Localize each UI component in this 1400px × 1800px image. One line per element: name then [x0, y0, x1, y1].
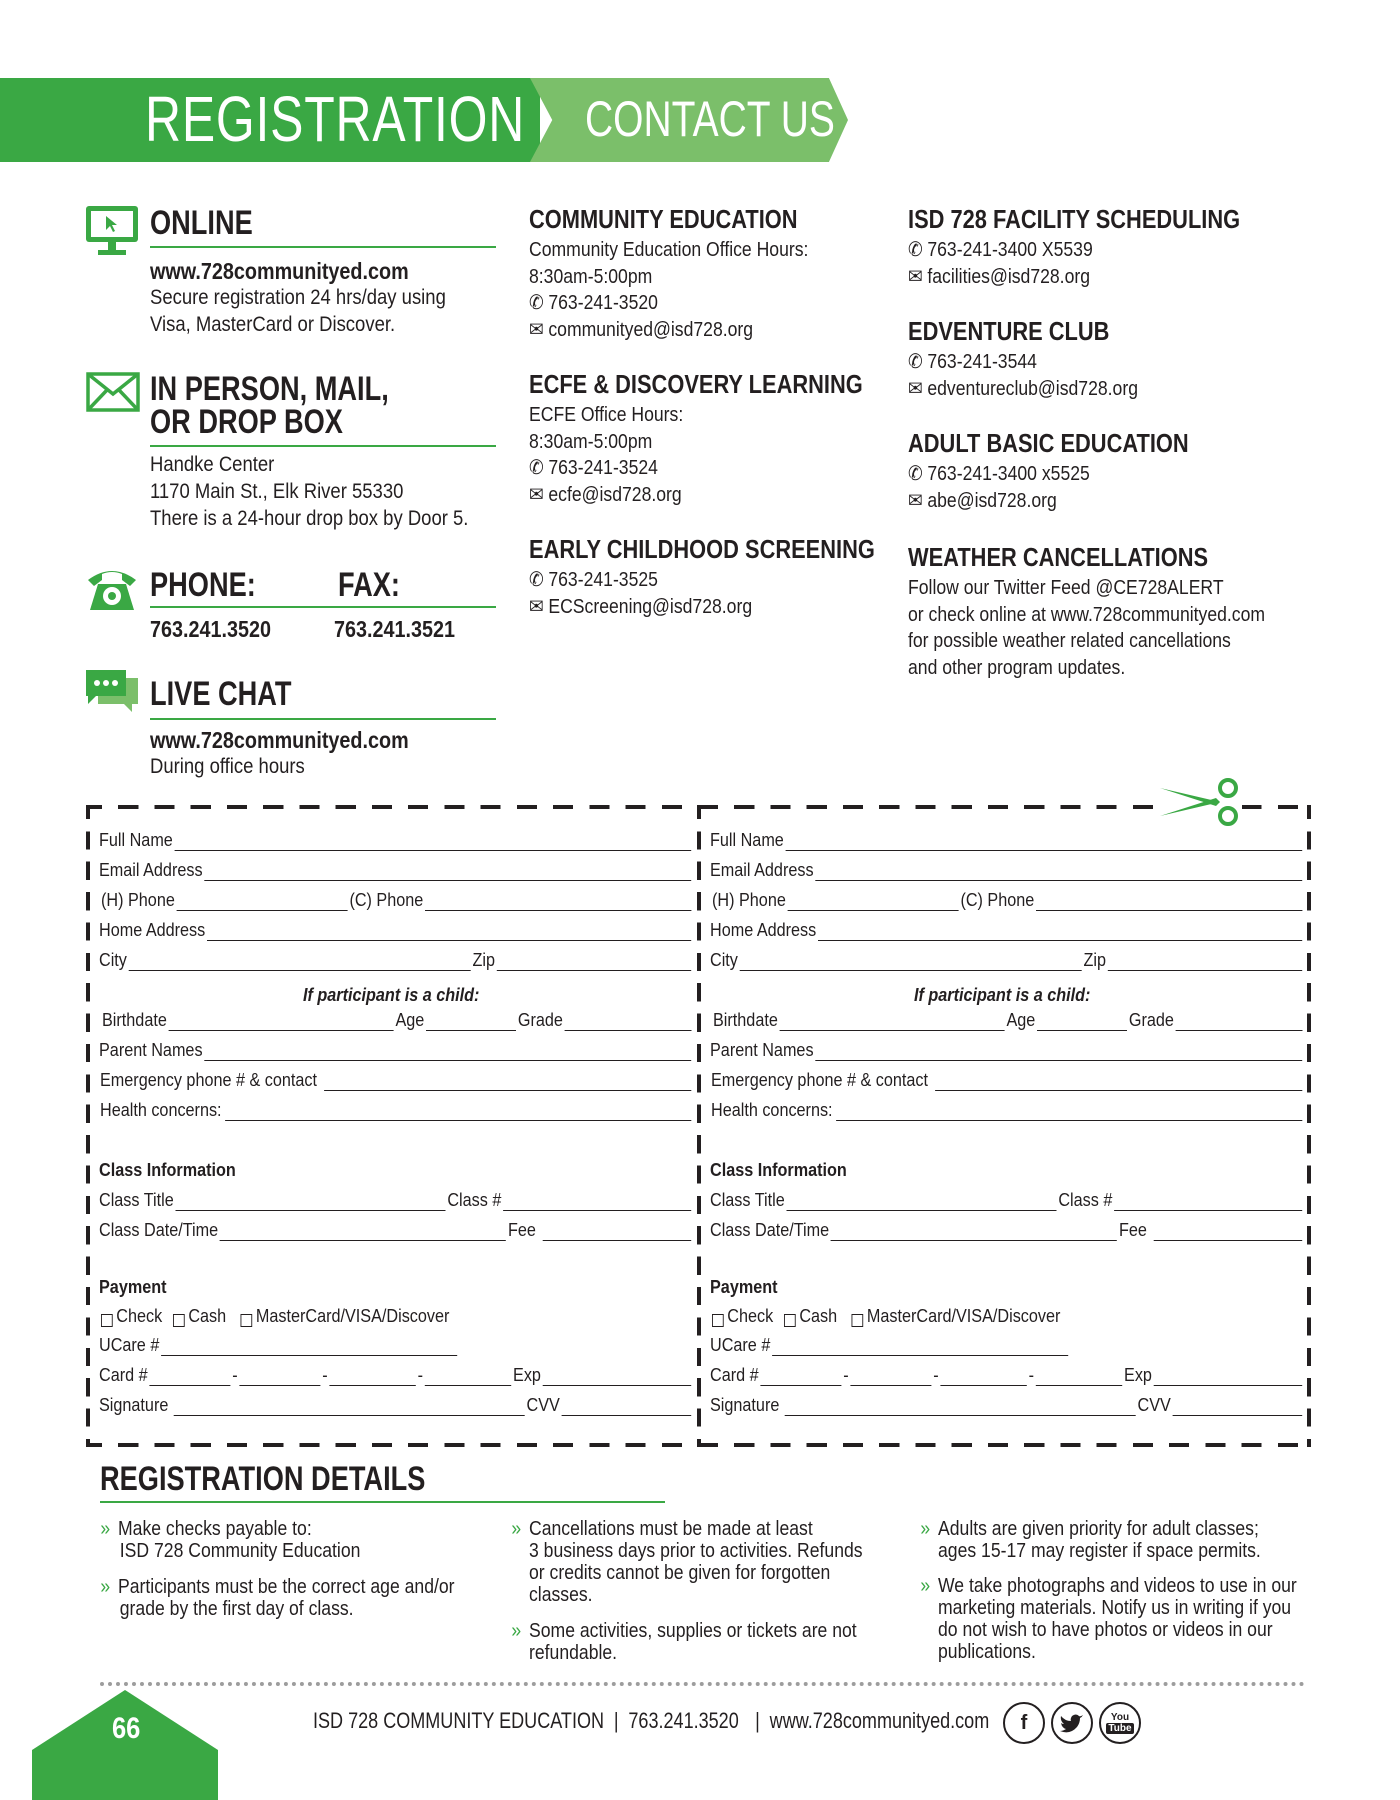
- fee-field[interactable]: [543, 1222, 691, 1241]
- birthdate-row: [713, 1010, 1304, 1031]
- fee-field[interactable]: [1154, 1222, 1302, 1241]
- facility-email-row: [908, 264, 1286, 291]
- check-checkbox[interactable]: [101, 1314, 113, 1327]
- card-field-4[interactable]: [1036, 1367, 1122, 1386]
- age-field[interactable]: [426, 1012, 516, 1031]
- phone-number[interactable]: 763.241.3520: [150, 616, 272, 642]
- details-col1-item1-line2: ISD 728 Community Education: [119, 1540, 361, 1562]
- class-date-row: [99, 1220, 693, 1241]
- details-col2-item1: [511, 1518, 863, 1606]
- parent-names-label: Parent Names: [710, 1040, 814, 1060]
- fax-number: 763.241.3521: [334, 616, 456, 642]
- footer-contact-line: [313, 1708, 989, 1734]
- fee-label: Fee: [1118, 1220, 1147, 1240]
- home-address-label: Home Address: [710, 920, 817, 940]
- c-phone-label: (C) Phone: [349, 890, 424, 910]
- class-title-label: Class Title: [710, 1190, 785, 1210]
- phone-icon: ✆: [908, 351, 923, 373]
- details-col3-item2-line2: marketing materials. Notify us in writing if you: [938, 1597, 1292, 1619]
- zip-field[interactable]: [1108, 952, 1302, 971]
- class-date-row: [710, 1220, 1304, 1241]
- birthdate-row: [102, 1010, 693, 1031]
- health-field[interactable]: [225, 1102, 691, 1121]
- phones-row: [712, 890, 1304, 911]
- scissors-icon: [1158, 776, 1242, 828]
- child-note: If participant is a child:: [303, 985, 480, 1005]
- bullet-icon: »: [511, 1620, 522, 1642]
- full-name-label: Full Name: [710, 830, 784, 850]
- city-field[interactable]: [129, 952, 471, 971]
- footer-phone[interactable]: 763.241.3520: [628, 1708, 739, 1733]
- card-field-4[interactable]: [425, 1367, 511, 1386]
- zip-label: Zip: [1083, 950, 1107, 970]
- home-address-field[interactable]: [207, 922, 691, 941]
- cvv-field[interactable]: [562, 1397, 692, 1416]
- chat-bubble-icon: [82, 668, 142, 718]
- community-education-phone-row: [529, 290, 846, 317]
- abe-head: ADULT BASIC EDUCATION: [908, 428, 1189, 458]
- health-field[interactable]: [836, 1102, 1302, 1121]
- birthdate-field[interactable]: [780, 1012, 1005, 1031]
- phone-icon: ✆: [908, 239, 923, 261]
- age-label: Age: [1006, 1010, 1036, 1030]
- fax-title: FAX:: [338, 566, 400, 604]
- registration-title: REGISTRATION: [145, 83, 526, 155]
- ucare-field[interactable]: [161, 1337, 457, 1356]
- home-address-row: [710, 920, 1304, 941]
- cash-label: Cash: [799, 1306, 838, 1326]
- h-phone-field[interactable]: [788, 892, 959, 911]
- contacts-column-2: [529, 204, 889, 620]
- details-col3-item1-line2: ages 15-17 may register if space permits.: [938, 1540, 1261, 1562]
- ucare-label: UCare #: [710, 1335, 771, 1355]
- email-row: [99, 860, 693, 881]
- city-label: City: [710, 950, 738, 970]
- card-field-3[interactable]: [329, 1367, 415, 1386]
- city-label: City: [99, 950, 127, 970]
- cash-checkbox[interactable]: [784, 1314, 796, 1327]
- h-phone-label: (H) Phone: [101, 890, 175, 910]
- emergency-label: Emergency phone # & contact: [711, 1070, 929, 1090]
- signature-field[interactable]: [785, 1397, 1136, 1416]
- class-num-label: Class #: [447, 1190, 502, 1210]
- city-zip-row: [99, 950, 693, 971]
- youtube-tube: Tube: [1108, 1723, 1132, 1734]
- card-field-2[interactable]: [239, 1367, 320, 1386]
- class-title-field[interactable]: [176, 1192, 446, 1211]
- in-person-line1: Handke Center: [150, 453, 275, 476]
- phone-icon: ✆: [529, 569, 544, 591]
- details-col2-item2-line1: Some activities, supplies or tickets are not: [529, 1620, 857, 1642]
- mail-icon: ✉: [908, 377, 923, 400]
- ucare-field[interactable]: [772, 1337, 1068, 1356]
- payment-head: Payment: [710, 1277, 778, 1297]
- birthdate-label: Birthdate: [713, 1010, 778, 1030]
- community-education-email[interactable]: communityed@isd728.org: [548, 318, 754, 341]
- class-info-head: Class Information: [99, 1160, 236, 1180]
- email-field[interactable]: [204, 862, 691, 881]
- payment-options: [101, 1306, 449, 1327]
- class-title-row: [710, 1190, 1304, 1211]
- class-datetime-field[interactable]: [220, 1222, 506, 1241]
- details-col2-item1-line1: Cancellations must be made at least: [529, 1518, 813, 1540]
- community-education-phone[interactable]: 763-241-3520: [548, 292, 658, 314]
- envelope-icon: [86, 372, 140, 412]
- footer-separator-1: |: [613, 1708, 619, 1733]
- card-types-label: MasterCard/VISA/Discover: [255, 1306, 450, 1326]
- h-phone-label: (H) Phone: [712, 890, 786, 910]
- class-title-row: [99, 1190, 693, 1211]
- live-chat-rule: [150, 718, 496, 720]
- details-col3-item1-line1: Adults are given priority for adult classes;: [938, 1518, 1259, 1540]
- check-checkbox[interactable]: [712, 1314, 724, 1327]
- emergency-label: Emergency phone # & contact: [100, 1070, 318, 1090]
- card-label: Card #: [99, 1365, 148, 1385]
- in-person-line3: There is a 24-hour drop box by Door 5.: [150, 507, 469, 530]
- details-col3-item2-line4: publications.: [938, 1641, 1036, 1663]
- birthdate-field[interactable]: [169, 1012, 394, 1031]
- form-left-border: [86, 805, 90, 1447]
- online-line2: Visa, MasterCard or Discover.: [150, 313, 396, 336]
- community-education-hours: 8:30am-5:00pm: [529, 265, 653, 288]
- weather-line2: or check online at www.728communityed.com: [908, 603, 1266, 626]
- page-number: 66: [112, 1712, 141, 1745]
- mail-icon: ✉: [908, 265, 923, 288]
- community-education-hours-label: Community Education Office Hours:: [529, 239, 809, 261]
- footer-dotted-rule: [100, 1682, 1305, 1686]
- details-col3-item2-line1: We take photographs and videos to use in our: [938, 1575, 1297, 1597]
- full-name-row: [99, 830, 693, 851]
- card-row: Card # - - - Exp: [99, 1365, 693, 1386]
- cvv-field[interactable]: [1173, 1397, 1303, 1416]
- facility-head: ISD 728 FACILITY SCHEDULING: [908, 204, 1241, 234]
- in-person-title-1: IN PERSON, MAIL,: [150, 370, 389, 408]
- edventure-email-row: [908, 376, 1286, 403]
- abe-email-row: [908, 488, 1286, 515]
- fee-label: Fee: [507, 1220, 536, 1240]
- registration-form-left: [99, 830, 689, 1430]
- ecfe-email-row: [529, 482, 846, 509]
- parent-names-field[interactable]: [204, 1042, 691, 1061]
- community-education-email-row: [529, 317, 846, 344]
- abe-phone[interactable]: 763-241-3400 x5525: [927, 463, 1090, 485]
- details-col2-item1-line2: 3 business days prior to activities. Refunds: [529, 1540, 863, 1562]
- card-row: Card # - - - Exp: [710, 1365, 1304, 1386]
- emergency-row: [100, 1070, 693, 1091]
- details-col3-item1: [920, 1518, 1261, 1562]
- details-col1-item1-line1: Make checks payable to:: [118, 1518, 312, 1540]
- home-address-label: Home Address: [99, 920, 206, 940]
- contacts-column-3: [908, 204, 1338, 681]
- in-person-title-2: OR DROP BOX: [150, 403, 343, 441]
- edventure-head: EDVENTURE CLUB: [908, 316, 1110, 346]
- signature-label: Signature: [99, 1395, 169, 1415]
- form-right-border: [1307, 805, 1311, 1447]
- email-row: [710, 860, 1304, 881]
- screening-head: EARLY CHILDHOOD SCREENING: [529, 534, 875, 564]
- screening-email-row: [529, 594, 846, 621]
- class-num-field[interactable]: [1114, 1192, 1302, 1211]
- health-label: Health concerns:: [711, 1100, 833, 1120]
- card-label: Card #: [710, 1365, 759, 1385]
- health-row: [711, 1100, 1304, 1121]
- details-col3-item2: [920, 1575, 1297, 1663]
- check-label: Check: [116, 1306, 163, 1326]
- card-types-checkbox[interactable]: [241, 1314, 253, 1327]
- screening-phone[interactable]: 763-241-3525: [548, 569, 658, 591]
- ucare-row: [710, 1335, 1070, 1356]
- health-label: Health concerns:: [100, 1100, 222, 1120]
- bullet-icon: »: [920, 1518, 931, 1540]
- weather-line3: for possible weather related cancellations: [908, 630, 1231, 652]
- full-name-label: Full Name: [99, 830, 173, 850]
- online-line1: Secure registration 24 hrs/day using: [150, 286, 446, 309]
- c-phone-label: (C) Phone: [960, 890, 1035, 910]
- weather-head: WEATHER CANCELLATIONS: [908, 542, 1209, 572]
- emergency-field[interactable]: [935, 1072, 1302, 1091]
- email-field[interactable]: [815, 862, 1302, 881]
- phones-row: [101, 890, 693, 911]
- details-col1-item2-line1: Participants must be the correct age and/or: [118, 1576, 455, 1598]
- weather-line4: and other program updates.: [908, 656, 1126, 679]
- mail-icon: ✉: [908, 489, 923, 512]
- online-title: ONLINE: [150, 204, 253, 242]
- details-col2-item2: [511, 1620, 857, 1664]
- registration-form-right: [710, 830, 1300, 1430]
- ecfe-head: ECFE & DISCOVERY LEARNING: [529, 369, 863, 399]
- email-label: Email Address: [710, 860, 814, 880]
- live-chat-note: During office hours: [150, 755, 305, 778]
- screening-phone-row: [529, 567, 846, 594]
- birthdate-label: Birthdate: [102, 1010, 167, 1030]
- payment-head: Payment: [99, 1277, 167, 1297]
- class-datetime-label: Class Date/Time: [99, 1220, 219, 1240]
- contact-us-title: CONTACT US: [585, 91, 835, 147]
- cvv-label: CVV: [1137, 1395, 1171, 1415]
- footer-org: ISD 728 COMMUNITY EDUCATION: [313, 1708, 605, 1733]
- class-title-label: Class Title: [99, 1190, 174, 1210]
- community-education-head: COMMUNITY EDUCATION: [529, 204, 798, 234]
- card-field-3[interactable]: [940, 1367, 1026, 1386]
- card-field-1[interactable]: [760, 1367, 841, 1386]
- ecfe-phone[interactable]: 763-241-3524: [548, 457, 658, 479]
- telephone-icon: [84, 562, 140, 614]
- zip-label: Zip: [472, 950, 496, 970]
- ecfe-email[interactable]: ecfe@isd728.org: [548, 483, 682, 506]
- online-rule: [150, 246, 496, 248]
- live-chat-title: LIVE CHAT: [150, 675, 292, 713]
- cash-checkbox[interactable]: [173, 1314, 185, 1327]
- city-zip-row: [710, 950, 1304, 971]
- class-datetime-label: Class Date/Time: [710, 1220, 830, 1240]
- mail-icon: ✉: [529, 483, 544, 506]
- facility-phone[interactable]: 763-241-3400 X5539: [927, 239, 1093, 261]
- details-title: REGISTRATION DETAILS: [100, 1460, 426, 1498]
- grade-label: Grade: [1128, 1010, 1174, 1030]
- youtube-icon[interactable]: [1099, 1702, 1141, 1744]
- age-label: Age: [395, 1010, 425, 1030]
- check-label: Check: [727, 1306, 774, 1326]
- emergency-field[interactable]: [324, 1072, 691, 1091]
- phone-icon: ✆: [529, 292, 544, 314]
- edventure-phone[interactable]: 763-241-3544: [927, 351, 1037, 373]
- footer-url[interactable]: www.728communityed.com: [769, 1708, 990, 1733]
- ucare-row: [99, 1335, 459, 1356]
- zip-field[interactable]: [497, 952, 691, 971]
- in-person-line2: 1170 Main St., Elk River 55330: [150, 480, 404, 503]
- card-field-2[interactable]: [850, 1367, 931, 1386]
- cvv-label: CVV: [526, 1395, 560, 1415]
- email-label: Email Address: [99, 860, 203, 880]
- class-num-label: Class #: [1058, 1190, 1113, 1210]
- exp-field[interactable]: [543, 1367, 691, 1386]
- in-person-rule: [150, 445, 496, 447]
- facility-phone-row: [908, 237, 1286, 264]
- class-info-head: Class Information: [710, 1160, 847, 1180]
- phone-rule: [150, 606, 496, 608]
- details-col2-item2-line2: refundable.: [529, 1642, 618, 1664]
- phone-title: PHONE:: [150, 566, 256, 604]
- full-name-row: [710, 830, 1304, 851]
- c-phone-field[interactable]: [425, 892, 691, 911]
- youtube-you: You: [1110, 1712, 1130, 1723]
- class-title-field[interactable]: [787, 1192, 1057, 1211]
- abe-email[interactable]: abe@isd728.org: [927, 489, 1057, 512]
- facebook-icon[interactable]: f: [1003, 1702, 1045, 1744]
- edventure-phone-row: [908, 349, 1286, 376]
- details-col1-item1: [100, 1518, 361, 1562]
- signature-label: Signature: [710, 1395, 780, 1415]
- signature-row: [710, 1395, 1304, 1416]
- mail-icon: ✉: [529, 595, 544, 618]
- emergency-row: [711, 1070, 1304, 1091]
- exp-label: Exp: [1124, 1365, 1152, 1385]
- twitter-icon[interactable]: [1051, 1702, 1093, 1744]
- details-col3-item2-line3: do not wish to have photos or videos in our: [938, 1619, 1273, 1641]
- details-col2-item1-line4: classes.: [529, 1584, 593, 1606]
- h-phone-field[interactable]: [177, 892, 348, 911]
- full-name-field[interactable]: [175, 832, 692, 851]
- footer-separator-2: |: [755, 1708, 760, 1733]
- card-types-label: MasterCard/VISA/Discover: [866, 1306, 1061, 1326]
- parent-names-row: [710, 1040, 1304, 1061]
- mail-icon: ✉: [529, 318, 544, 341]
- monitor-icon: [84, 204, 140, 260]
- home-address-field[interactable]: [818, 922, 1302, 941]
- c-phone-field[interactable]: [1036, 892, 1302, 911]
- card-field-1[interactable]: [149, 1367, 230, 1386]
- screening-email[interactable]: ECScreening@isd728.org: [548, 595, 753, 618]
- phone-icon: ✆: [908, 463, 923, 485]
- form-middle-border: [697, 805, 701, 1447]
- ecfe-phone-row: [529, 455, 846, 482]
- details-rule: [100, 1501, 665, 1503]
- age-field[interactable]: [1037, 1012, 1127, 1031]
- full-name-field[interactable]: [786, 832, 1303, 851]
- bullet-icon: »: [920, 1575, 931, 1597]
- grade-field[interactable]: [1176, 1012, 1303, 1031]
- phone-icon: ✆: [529, 457, 544, 479]
- ecfe-hours-label: ECFE Office Hours:: [529, 404, 684, 426]
- city-field[interactable]: [740, 952, 1082, 971]
- parent-names-field[interactable]: [815, 1042, 1302, 1061]
- parent-names-row: [99, 1040, 693, 1061]
- abe-phone-row: [908, 461, 1286, 488]
- grade-field[interactable]: [565, 1012, 692, 1031]
- grade-label: Grade: [517, 1010, 563, 1030]
- exp-field[interactable]: [1154, 1367, 1302, 1386]
- bullet-icon: »: [100, 1576, 111, 1598]
- ucare-label: UCare #: [99, 1335, 160, 1355]
- live-chat-url[interactable]: www.728communityed.com: [150, 727, 409, 753]
- health-row: [100, 1100, 693, 1121]
- weather-line1: Follow our Twitter Feed @CE728ALERT: [908, 577, 1224, 599]
- online-url[interactable]: www.728communityed.com: [150, 258, 409, 284]
- class-datetime-field[interactable]: [831, 1222, 1117, 1241]
- bullet-icon: »: [511, 1518, 522, 1540]
- home-address-row: [99, 920, 693, 941]
- child-note: If participant is a child:: [914, 985, 1091, 1005]
- payment-options: [712, 1306, 1060, 1327]
- exp-label: Exp: [513, 1365, 541, 1385]
- details-col1-item2-line2: grade by the first day of class.: [119, 1598, 354, 1620]
- signature-row: [99, 1395, 693, 1416]
- ecfe-hours: 8:30am-5:00pm: [529, 430, 653, 453]
- details-col2-item1-line3: or credits cannot be given for forgotten: [529, 1562, 831, 1584]
- details-col1-item2: [100, 1576, 455, 1620]
- edventure-email[interactable]: edventureclub@isd728.org: [927, 377, 1138, 400]
- parent-names-label: Parent Names: [99, 1040, 203, 1060]
- bullet-icon: »: [100, 1518, 111, 1540]
- cash-label: Cash: [188, 1306, 227, 1326]
- facility-email[interactable]: facilities@isd728.org: [927, 265, 1091, 288]
- class-num-field[interactable]: [503, 1192, 691, 1211]
- signature-field[interactable]: [174, 1397, 525, 1416]
- card-types-checkbox[interactable]: [852, 1314, 864, 1327]
